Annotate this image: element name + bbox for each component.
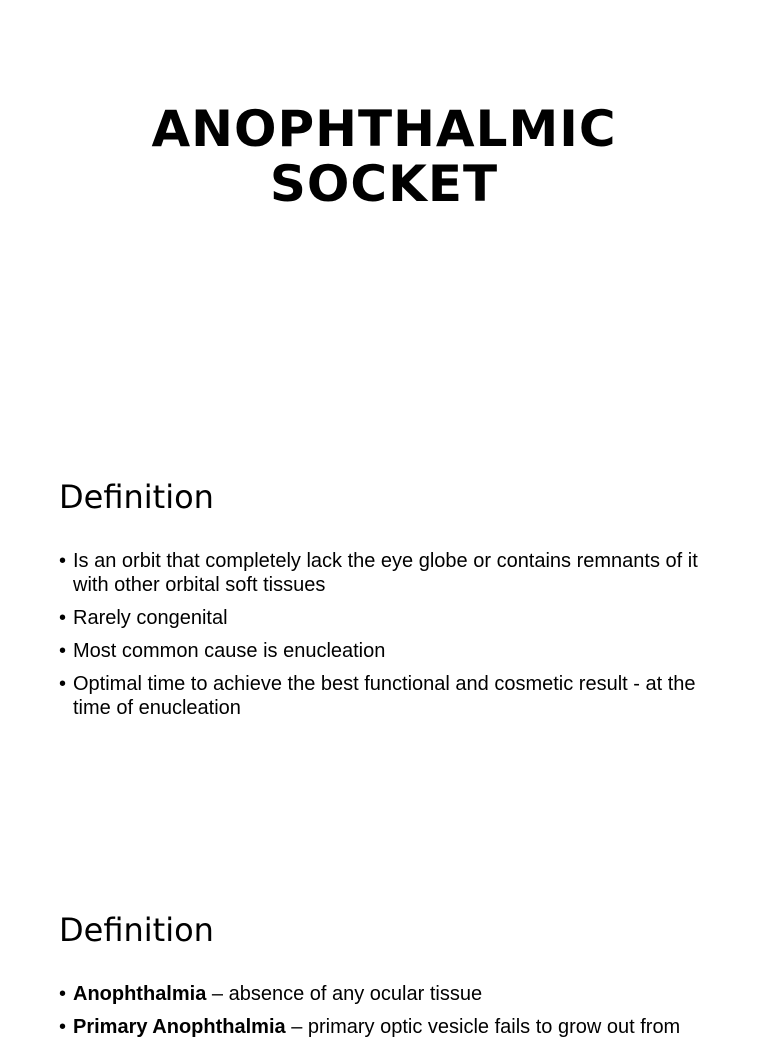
title-line-2: SOCKET (269, 155, 499, 213)
bullet-term: Anophthalmia (73, 983, 207, 1005)
section-heading-definition-1: Definition (59, 478, 214, 516)
section-heading-definition-2: Definition (59, 911, 214, 949)
bullet-item (59, 982, 719, 1006)
bullet-text: – primary optic vesicle fails to grow out from (285, 1016, 681, 1038)
bullet-item: • Most common cause is enucleation (59, 639, 719, 663)
bullet-item: • Rarely congenital (59, 606, 719, 630)
bullet-term: Primary Anophthalmia (73, 1016, 286, 1038)
bullet-list-definition-2 (59, 982, 719, 1048)
bullet-item: • Is an orbit that completely lack the eye globe or contains remnants of it with other orbital soft tissues (59, 549, 719, 597)
title-line-1: ANOPHTHALMIC (151, 100, 617, 158)
bullet-item (59, 1015, 719, 1039)
bullet-text: – absence of any ocular tissue (206, 983, 483, 1005)
slide-title (0, 102, 768, 212)
bullet-list-definition-1 (59, 549, 719, 729)
bullet-item: • Optimal time to achieve the best functional and cosmetic result - at the time of enucleation (59, 672, 719, 720)
